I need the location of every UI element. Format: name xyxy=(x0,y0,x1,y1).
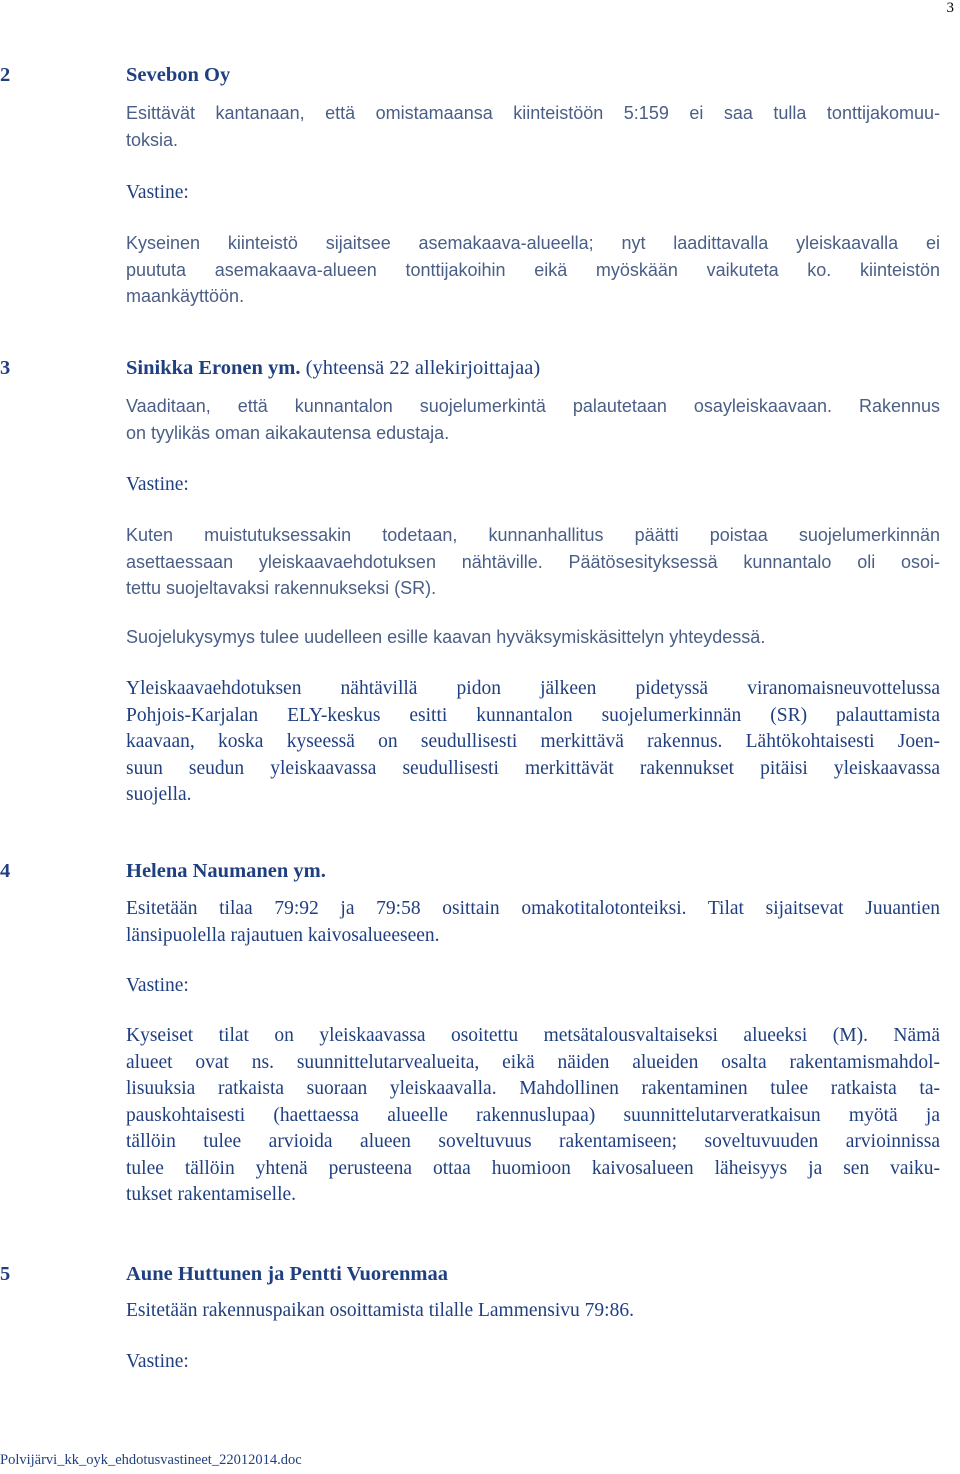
section-number: 4 xyxy=(0,860,11,882)
section-number: 3 xyxy=(0,357,11,379)
response-text-3-p1: Kuten muistutuksessakin todetaan, kunnanhallitus päätti poistaa suojelumerkinnän asettaessaan yleiskaavaehdotuksen nähtäville. Päätösesityksessä kunnantalo oli osoi- tettu suojeltavaksi rakennukseksi (SR). xyxy=(126,525,940,598)
request-text-4: Esitetään tilaa 79:92 ja 79:58 osittain omakotitalotonteiksi. Tilat sijaitsevat Juuantien länsipuolella rajautuen kaivosalueeseen. xyxy=(126,898,940,946)
request-text-3: Vaaditaan, että kunnantalon suojelumerkintä palautetaan osayleiskaavaan. Rakennus on tyylikäs oman aikakautensa edustaja. xyxy=(126,396,940,443)
section-title-suffix: (yhteensä 22 allekirjoittajaa) xyxy=(305,357,541,379)
response-label-2: Vastine: xyxy=(126,182,189,203)
response-label-4: Vastine: xyxy=(126,975,189,996)
response-label-5: Vastine: xyxy=(126,1351,189,1372)
request-text-5: Esitetään rakennuspaikan osoittamista tilalle Lammensivu 79:86. xyxy=(126,1300,634,1321)
section-title: Aune Huttunen ja Pentti Vuorenmaa xyxy=(126,1263,448,1285)
response-label-3: Vastine: xyxy=(126,474,189,495)
section-number: 2 xyxy=(0,64,11,86)
response-text-4: Kyseiset tilat on yleiskaavassa osoitettu metsätalousvaltaiseksi alueeksi (M). Nämä alueet ovat ns. suunnittelutarvealueita, eikä näiden alueiden osalta rakentamismahdol- lisuuksia ratkaista suoraan yleiskaavalla. Mahdollinen rakentaminen tulee ratkaista ta- pauskohtaisesti (haettaessa alueelle rakennuslupaa) suunnittelutarveratkaisun myötä ja tällöin tulee arvioida alueen soveltuvuus rakentamiseen; soveltuvuuden arvioinnissa tulee tällöin yhtenä perusteena ottaa huomioon kaivosalueen läheisyys ja sen vaiku- tukset rakentamiselle. xyxy=(126,1025,940,1205)
response-text-3-p2: Suojelukysymys tulee uudelleen esille kaavan hyväksymiskäsittelyn yhteydessä. xyxy=(126,627,766,647)
section-number: 5 xyxy=(0,1263,11,1285)
page-number: 3 xyxy=(946,0,954,16)
section-title: Sinikka Eronen ym. (yhteensä 22 allekirjoittajaa) xyxy=(126,357,541,379)
response-text-2: Kyseinen kiinteistö sijaitsee asemakaava-alueella; nyt laadittavalla yleiskaavalla ei puututa asemakaava-alueen tonttijakoihin eikä myöskään vaikuteta ko. kiinteistön maankäyttöön. xyxy=(126,233,940,306)
request-text-2: Esittävät kantanaan, että omistamaansa kiinteistöön 5:159 ei saa tulla tonttijakomuu- toksia. xyxy=(126,103,940,150)
section-title: Sevebon Oy xyxy=(126,64,231,86)
footer-filename: Polvijärvi_kk_oyk_ehdotusvastineet_22012014.doc xyxy=(0,1452,302,1468)
response-text-3-p3: Yleiskaavaehdotuksen nähtävillä pidon jälkeen pidetyssä viranomaisneuvottelussa Pohjois-Karjalan ELY-keskus esitti kunnantalon suojelumerkinnän (SR) palauttamista kaavaan, koska kyseessä on seudullisesti merkittävä rakennus. Lähtökohtaisesti Joen- suun seudun yleiskaavassa seudullisesti merkittävät rakennukset pitäisi yleiskaavassa suojella. xyxy=(126,678,940,805)
section-title: Helena Naumanen ym. xyxy=(126,860,326,882)
